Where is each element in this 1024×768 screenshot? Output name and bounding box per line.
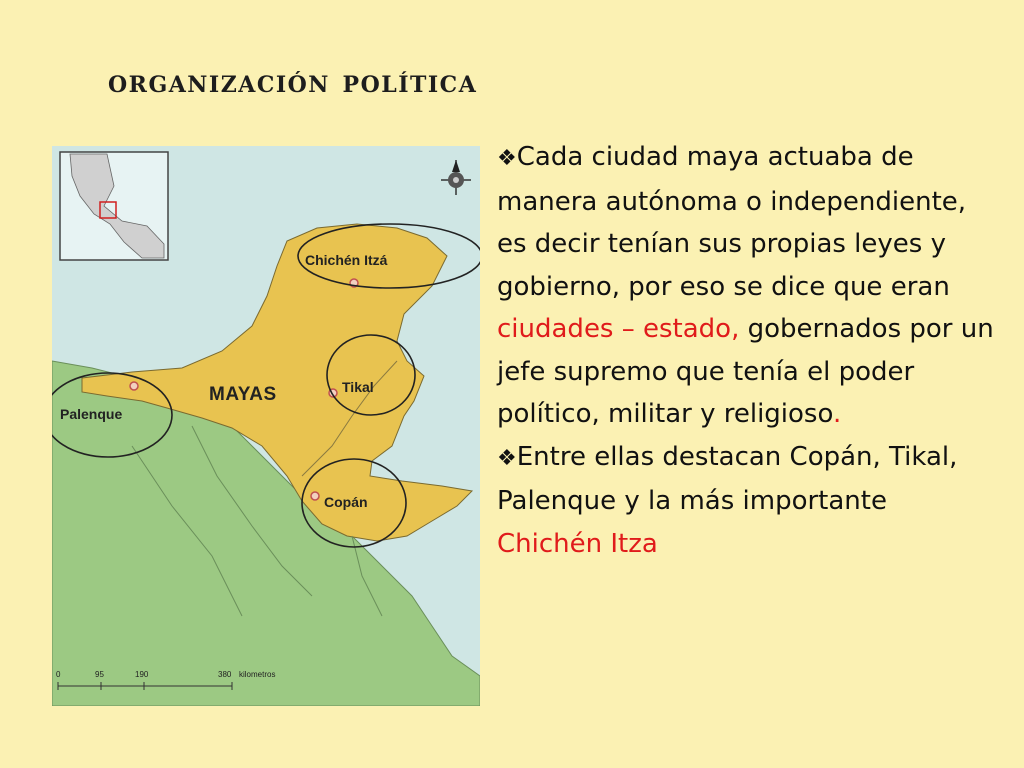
body-text — [497, 136, 997, 565]
compass-rose-icon — [441, 160, 471, 195]
map-label-palenque: Palenque — [60, 406, 123, 422]
scale-unit: kilometros — [239, 670, 276, 679]
paragraph-2 — [497, 436, 997, 566]
maya-map — [52, 146, 480, 706]
map-label-chichen: Chichén Itzá — [305, 252, 388, 268]
p2-highlight: Chichén Itza — [497, 528, 658, 559]
scale-tick-190: 190 — [135, 670, 149, 679]
p2-text-a: Entre ellas destacan Copán, Tikal, Palenque y la más importante — [497, 441, 958, 516]
diamond-bullet-icon: ❖ — [497, 445, 517, 471]
map-label-copan: Copán — [324, 494, 368, 510]
p1-dot: . — [832, 399, 842, 429]
city-dot-copan — [311, 492, 319, 500]
p1-text-b: gobernados por un jefe supremo que tenía el poder político, militar y religioso — [497, 314, 994, 429]
p1-highlight: ciudades – estado, — [497, 314, 740, 344]
scale-tick-380: 380 — [218, 670, 232, 679]
paragraph-1 — [497, 136, 997, 436]
map-label-tikal: Tikal — [342, 379, 374, 395]
diamond-bullet-icon: ❖ — [497, 146, 517, 171]
scale-tick-0: 0 — [56, 670, 61, 679]
city-dot-palenque — [130, 382, 138, 390]
map-label-region: MAYAS — [209, 384, 277, 405]
scale-tick-95: 95 — [95, 670, 104, 679]
slide-title: organización política — [108, 62, 478, 100]
map-drawing — [52, 146, 480, 706]
p1-text-a: Cada ciudad maya actuaba de manera autónoma o independiente, es decir tenían sus propias leyes y gobierno, por eso se dice que eran — [497, 142, 967, 302]
